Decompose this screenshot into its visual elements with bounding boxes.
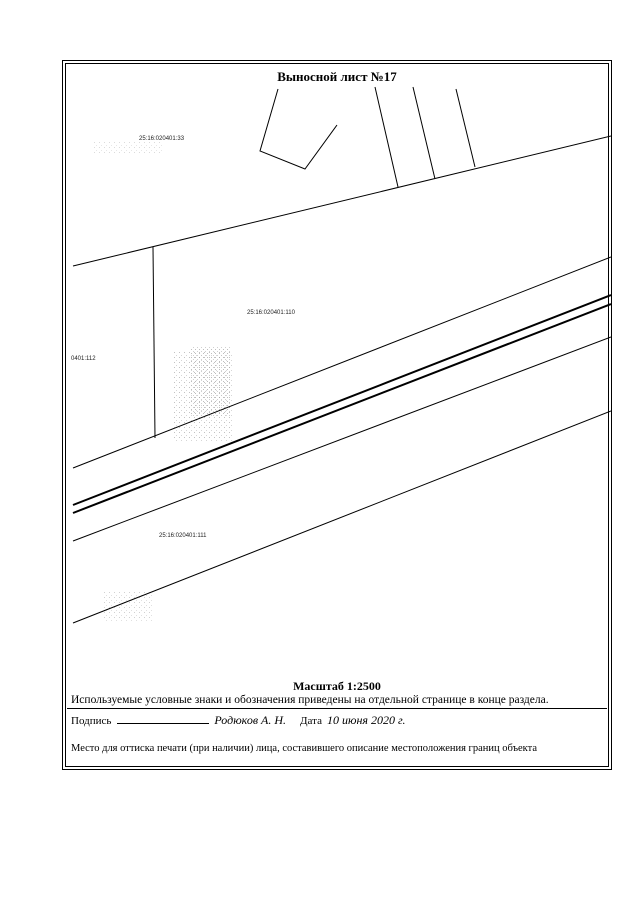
signer-name: Родюков А. Н. [214,713,287,727]
date-label: Дата [300,715,322,727]
signature-row [71,713,406,728]
cadastral-sheet [62,60,612,770]
boundary-line [73,337,611,541]
parcel-label: 25:16:020401:111 [159,533,207,539]
scale-label: Масштаб 1:2500 [293,679,381,693]
boundary-line [375,87,398,187]
parcel-label: 0401:112 [71,356,96,362]
scan-noise-patch [93,141,163,153]
parcel-boundary-110 [153,247,155,438]
legend-note: Используемые условные знаки и обозначения приведены на отдельной странице в конце раздела. [71,694,549,706]
parcel-boundary-33 [260,89,337,169]
scan-noise-patch [103,591,153,621]
section-divider [67,708,607,709]
boundary-line [456,89,475,167]
parcel-label: 25:16:020401:33 [139,136,185,142]
boundary-line [413,87,435,179]
boundary-line [73,411,611,623]
map-area [63,61,611,707]
parcel-label: 25:16:020401:110 [247,310,295,316]
stamp-note: Место для оттиска печати (при наличии) лица, составившего описание местоположения границ объекта [71,743,538,754]
date-value: 10 июня 2020 г. [326,713,406,727]
boundary-line [73,136,611,266]
signature-line [117,713,209,724]
signature-label: Подпись [71,715,112,727]
boundary-map [63,61,611,707]
sheet-title: Выносной лист №17 [277,69,397,84]
scan-noise-patch [173,351,233,441]
